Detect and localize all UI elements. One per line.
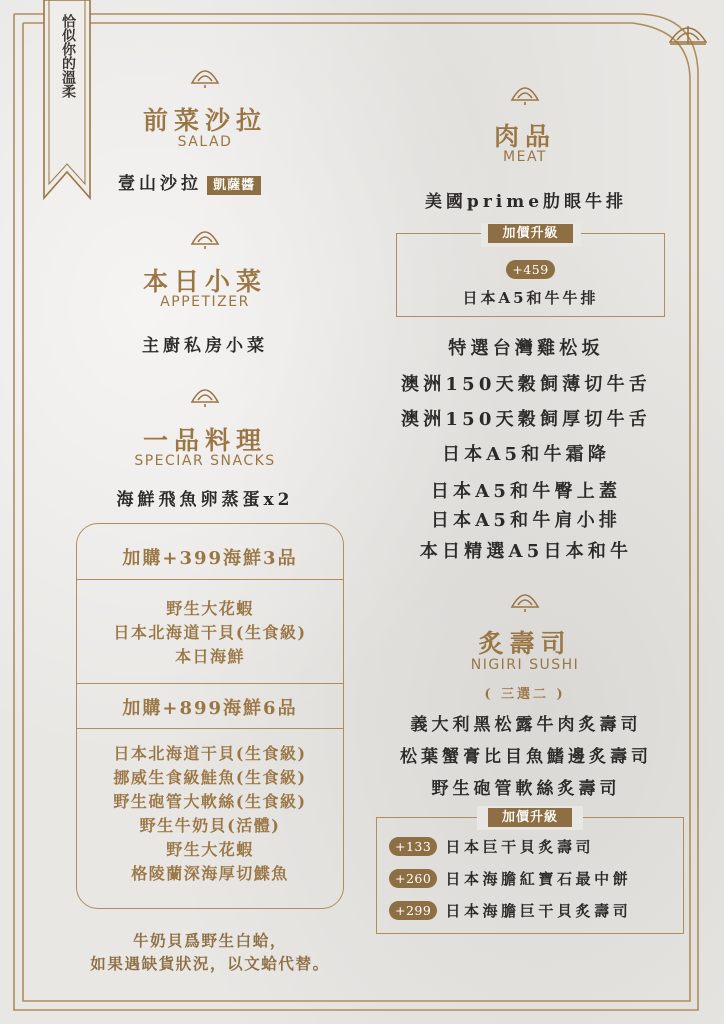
ginkgo-fan-icon — [190, 226, 220, 250]
list-item: 日本A5和牛臀上蓋 — [430, 481, 622, 502]
upgrade-item: 日本海膽紅寶石最中餅 — [445, 870, 632, 888]
addon-899-label: 加購+899海鮮6品 — [122, 698, 298, 719]
appetizer-subtitle: APPETIZER — [160, 294, 250, 310]
upgrade-item: 日本海膽巨干貝炙壽司 — [445, 902, 632, 920]
sushi-upgrade-label: 加價升級 — [488, 808, 572, 827]
ribbon-text: 恰似你的溫柔 — [60, 14, 76, 98]
addon-399-list — [77, 597, 343, 669]
salad-item: 壹山沙拉 — [118, 174, 202, 194]
upgrade-price-badge: +299 — [389, 901, 437, 920]
meat-upgrade-label: 加價升級 — [488, 224, 572, 243]
sushi-upgrade-row — [389, 900, 631, 921]
list-item: 挪威生食級鮭魚(生食級) — [113, 768, 307, 787]
sushi-subtitle: NIGIRI SUSHI — [470, 657, 580, 673]
sushi-upgrade-row — [389, 868, 631, 889]
salad-title: 前菜沙拉 — [142, 106, 267, 135]
list-item: 義大利黑松露牛肉炙壽司 — [410, 715, 642, 735]
list-item: 野生砲管軟絲炙壽司 — [431, 779, 621, 799]
meat-main-item: 美國prime肋眼牛排 — [424, 192, 628, 212]
snacks-title: 一品料理 — [142, 426, 267, 455]
meat-upgrade-item: 日本A5和牛牛排 — [462, 289, 599, 307]
meat-upgrade-price: +459 — [506, 260, 554, 279]
meat-title: 肉品 — [493, 122, 556, 151]
snacks-item: 海鮮飛魚卵蒸蛋x2 — [116, 490, 294, 510]
list-item: 格陵蘭深海厚切鰈魚 — [131, 864, 289, 883]
snacks-subtitle: SPECIAR SNACKS — [134, 453, 276, 469]
list-item: 本日精選A5日本和牛 — [419, 541, 633, 562]
salad-item-row — [118, 169, 261, 194]
list-item: 松葉蟹膏比目魚鰭邊炙壽司 — [400, 747, 652, 767]
seafood-note — [40, 929, 380, 975]
sushi-choose: ( 三選二 ) — [484, 687, 566, 702]
ribbon-bookmark — [42, 0, 92, 200]
meat-upgrade-box — [396, 226, 665, 317]
list-item: 野生大花蝦 — [166, 599, 254, 618]
upgrade-item: 日本巨干貝炙壽司 — [445, 838, 595, 856]
salad-sauce-tag: 凱薩醬 — [207, 176, 261, 195]
meat-subtitle: MEAT — [503, 149, 547, 165]
note-line-1: 牛奶貝爲野生白蛤， — [133, 931, 287, 950]
list-item: 日本A5和牛肩小排 — [430, 510, 622, 531]
note-line-2: 如果遇缺貨狀況，以文蛤代替。 — [90, 954, 330, 973]
list-item: 澳洲150天穀飼薄切牛舌 — [401, 374, 651, 395]
appetizer-item: 主廚私房小菜 — [142, 336, 268, 356]
sushi-upgrade-box — [376, 810, 684, 934]
list-item: 野生砲管大軟絲(生食級) — [113, 792, 307, 811]
list-item: 日本北海道干貝(生食級) — [113, 623, 307, 642]
list-item: 本日海鮮 — [174, 647, 245, 666]
list-item: 日本北海道干貝(生食級) — [113, 744, 307, 763]
sushi-upgrade-row — [389, 836, 594, 857]
seal-fan-icon — [670, 26, 706, 44]
sushi-title: 炙壽司 — [478, 629, 572, 658]
addon-399-label: 加購+399海鮮3品 — [122, 548, 298, 569]
upgrade-price-badge: +133 — [389, 837, 437, 856]
upgrade-price-badge: +260 — [389, 869, 437, 888]
appetizer-title: 本日小菜 — [142, 267, 267, 296]
list-item: 野生牛奶貝(活體) — [139, 816, 281, 835]
list-item: 日本A5和牛霜降 — [441, 444, 611, 465]
addon-899-list — [77, 742, 343, 886]
ginkgo-fan-icon — [510, 82, 540, 106]
list-item: 澳洲150天穀飼厚切牛舌 — [401, 409, 651, 430]
list-item: 野生大花蝦 — [166, 840, 254, 859]
ginkgo-fan-icon — [190, 384, 220, 408]
ginkgo-fan-icon — [510, 589, 540, 613]
ginkgo-fan-icon — [190, 65, 220, 89]
salad-subtitle: SALAD — [177, 134, 233, 150]
list-item: 特選台灣雞松坂 — [448, 338, 604, 359]
seafood-addon-box — [76, 523, 344, 909]
